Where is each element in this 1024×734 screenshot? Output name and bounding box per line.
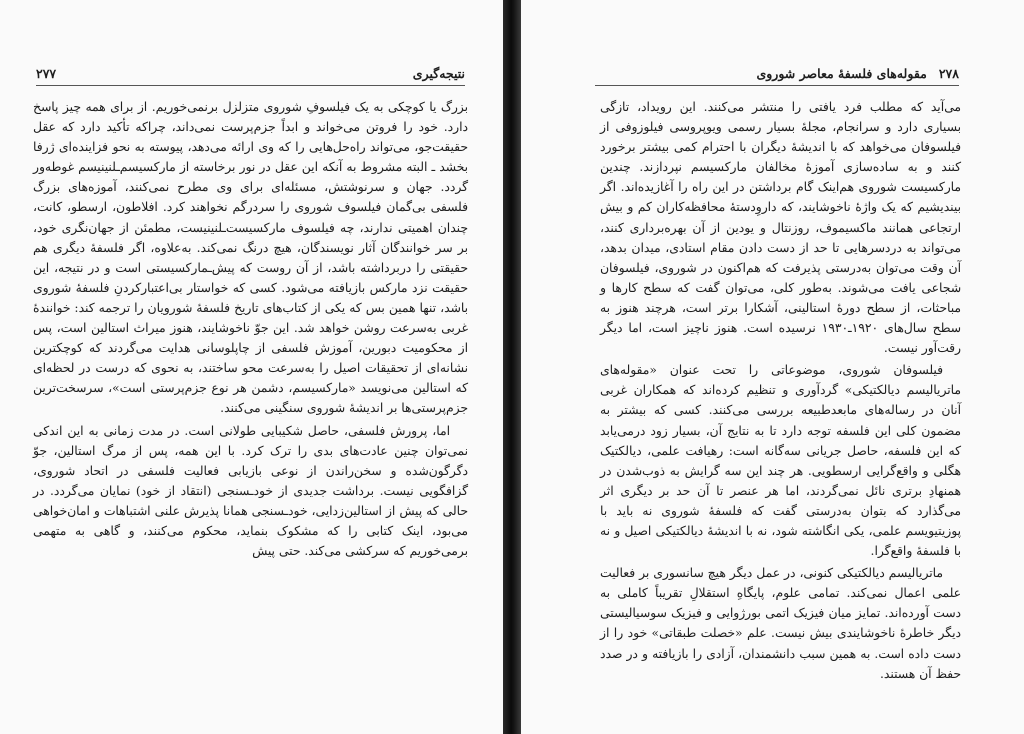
running-title: نتیجه‌گیری bbox=[412, 65, 465, 81]
body-text bbox=[600, 97, 961, 684]
header-rule bbox=[36, 85, 465, 86]
header-rule bbox=[595, 85, 959, 86]
page-number: ۲۷۸ bbox=[938, 65, 959, 81]
running-head bbox=[36, 64, 465, 82]
body-text bbox=[33, 97, 468, 561]
running-title: مقوله‌های فلسفهٔ معاصر شوروی bbox=[756, 65, 927, 81]
paragraph: می‌آید که مطلب فرد یافتی را منتشر می‌کنند. این رویداد، تازگی بسیاری دارد و سرانجام، مجلهٔ بسیار رسمی ویوپروسی فیلوزوفی از فیلسوفان می‌خواهد که با اندیشهٔ دیگران با احترام کمی بیشتر برخورد کنند و به ساده‌سازی آموزهٔ مخالفان مارکسیسم نپردازند. چندین مارکسیست شوروی هم‌اینک گام برداشتن در این راه را آغازیده‌اند. اگر بیندیشیم که یک واژهٔ ناخوشایند، که داروِدستهٔ محافظه‌کاران کم و بیش ارتجاعی همانند ماکسیموف، روزنتال و یودین از آن بهره‌برداری کنند، می‌تواند به دردسرهایی تا حد از دست دادن مقام استادی، میدان بدهد، آن وقت می‌توان به‌درستی پذیرفت که هم‌اکنون در شوروی، فیلسوفان شجاعی یافت می‌شوند. به‌طور کلی، می‌توان گفت که سطح کارها و مباحثات، از سطح دورهٔ استالینی، آشکارا برتر است، هرچند هنوز به سطح سال‌های ۱۹۲۰ـ۱۹۳۰ نرسیده است. هنوز ناچیز است، اما دیگر رقت‌آور نیست. bbox=[600, 100, 961, 356]
paragraph: اما، پرورش فلسفی، حاصل شکیبایی طولانی است. در مدت زمانی به این اندکی نمی‌توان چنین عادت‌های بدی را ترک کرد. با این همه، پس از مرگ استالین، جوّ دگرگون‌شده و سخن‌راندن از نوعی بازیابی فعالیت فلسفی در اتحاد شوروی، گزافگویی نیست. برداشت جدیدی از خود‌ـسنجی (انتقاد از خود) نمایان می‌گردد. در حالی که پیش از استالین‌زدایی، خود‌ـسنجی همانا پذیرش علنی اشتباهات و امان‌خواهی می‌بود، اینک کتابی را که مشکوک بنماید، محکوم می‌کنند، و گاهی به متهمی برمی‌خوریم که سرکشی می‌کند. حتی پیش bbox=[33, 423, 468, 559]
running-head bbox=[595, 64, 959, 82]
book-spine-gutter bbox=[503, 0, 521, 734]
right-book-page bbox=[521, 0, 1024, 734]
left-book-page bbox=[0, 0, 503, 734]
page-number: ۲۷۷ bbox=[36, 65, 57, 81]
paragraph: فیلسوفان شوروی، موضوعاتی را تحت عنوان «مقوله‌های ماتریالیسم دیالکتیکی» گردآوری و تنظیم کرده‌اند که همکاران غربی آنان در رساله‌های مابعدطبیعه بررسی می‌کنند. کسی که بیشتر به مضمون کلی این فلسفه توجه دارد تا به نتایج آن، بسیار زود درمی‌یابد که این فلسفه، حاصل جریانی سه‌گانه است: رهیافت علمی، دیالکتیک هگلی و واقع‌گرایی ارسطویی. هر چند این سه گرایش به ذوب‌شدن در همنهادِ برتری نائل نمی‌گردند، اما هر عنصر تا آن حد بر دیگری اثر می‌گذارد که بتوان به‌درستی گفت که فلسفهٔ شوروی نه باید با پوزیتیویسم علمی، یکی انگاشته شود، نه با اندیشهٔ دیالکتیکی اصیل و نه با فلسفهٔ واقع‌گرا. bbox=[600, 363, 961, 559]
paragraph: ماتریالیسم دیالکتیکی کنونی، در عمل دیگر هیچ سانسوری بر فعالیت علمی اعمال نمی‌کند. تمامی علوم، پایگاهِ استقلالِ تقریباً کاملی به دست آورده‌اند. تمایز میان فیزیک اتمی بورژوایی و فیزیک سوسیالیستی دیگر خاطرهٔ ناخوشایندی بیش نیست. علم «خصلت طبقاتی» خود را از دست داده است. به همین سبب دانشمندان، آزادی را بازیافته و در صدد حفظ آن هستند. bbox=[600, 566, 961, 681]
paragraph: بزرگ یا کوچکی به یک فیلسوفِ شوروی متزلزل برنمی‌خوریم. از برای همه چیز پاسخ دارد. خود را فروتن می‌خواند و ابداً جزم‌پرست نمی‌داند، چراکه تأکید دارد که عقل حقیقت‌جو، می‌تواند راه‌حل‌هایی را که وی ارائه می‌دهد، پیوسته به نحو فزاینده‌ای ژرفا بخشد ـ البته مشروط به آنکه این عقل در نور برخاسته از مارکسیسم‌ـلنینیسم غوطه‌ور گردد. جهان و سرنوشتش، مسئله‌ای برای وی مطرح نمی‌کنند، آموزه‌های بزرگ فلسفی بی‌گمان فیلسوف شوروی را سردرگم نخواهند کرد. افلاطون، ارسطو، کانت، چندان اهمیتی ندارند، چه فیلسوف مارکسیست‌ـلنینیست، مطمئن از جهان‌نگری خود، بر سر خوانندگان آثار نویسندگان، هیچ درنگ نمی‌کند. به‌علاوه، اگر فلسفهٔ دیگری هم حقیقتی را دربرداشته باشد، از آن روست که پیش‌ـمارکسیستی است و در نتیجه، این حقیقت نزد مارکس بازیافته می‌شود. کسی که خواستار بی‌اعتبارکردنِ فلسفهٔ شوروی باشد، تنها همین بس که یکی از کتاب‌های تاریخ فلسفهٔ شورویان را ترجمه کند: خوانندهٔ غربی به‌سرعت روشن خواهد شد. این جوّ ناخوشایند، هنوز میراث استالین است، پس از محکومیت دبورین، آموزش فلسفی از چاپلوسانی هدایت می‌گردند که کوچکترین نشانه‌ای از تحقیقات اصیل را به‌سرعت محو ساختند، به نحوی که درست در لحظه‌ای که استالین می‌نویسد «مارکسیسم، دشمن هر نوع جزم‌پرستی است»، سرسخت‌ترین جزم‌پرستی‌ها بر اندیشهٔ شوروی سنگینی می‌کنند. bbox=[33, 100, 468, 416]
